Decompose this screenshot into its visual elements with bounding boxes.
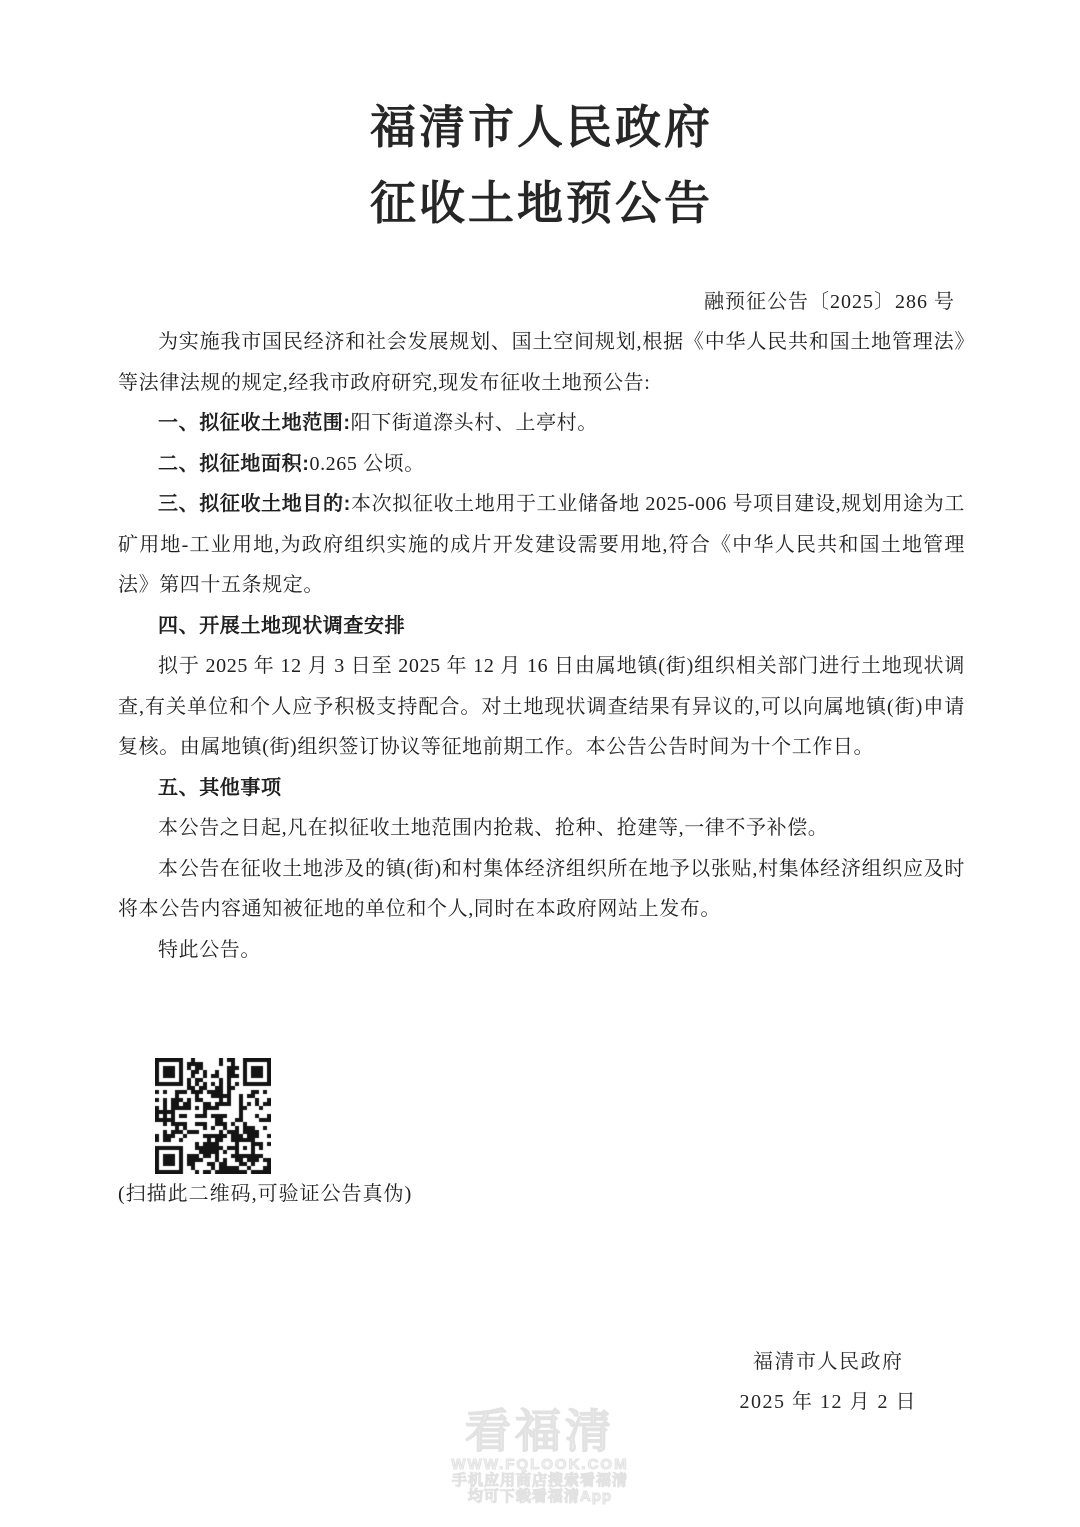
item-purpose-label: 三、拟征收土地目的: [158,493,351,515]
signature-issuer: 福清市人民政府 [753,1351,904,1373]
site-watermark [0,1406,1080,1505]
watermark-url: WWW.FQLOOK.COM [451,1456,629,1473]
section-4-paragraph: 拟于 2025 年 12 月 3 日至 2025 年 12 月 16 日由属地镇(街)组织相关部门进行土地现状调查,有关单位和个人应予积极支持配合。对土地现状调查结果有异议的,可以向属地镇(街)申请复核。由属地镇(街)组织签订协议等征地前期工作。本公告公告时间为十个工作日。 [118,655,965,758]
section-5-heading: 五、其他事项 [158,776,282,799]
intro-paragraph: 为实施我市国民经济和社会发展规划、国土空间规划,根据《中华人民共和国土地管理法》等法律法规的规定,经我市政府研究,现发布征收土地预公告: [118,331,965,394]
document-title [118,90,965,242]
item-scope [118,403,965,444]
item-scope-text: 阳下街道漈头村、上亭村。 [350,412,598,434]
item-scope-label: 一、拟征收土地范围: [158,412,351,434]
closing-statement: 特此公告。 [158,938,261,961]
watermark-line4: 均可下载看福清App [467,1488,613,1505]
qr-code [155,1058,271,1174]
item-area-label: 二、拟征地面积: [158,452,310,475]
item-purpose-text: 本次拟征收土地用于工业储备地 2025-006 号项目建设,规划用途为工矿用地-工业用地,为政府组织实施的成片开发建设需要用地,符合《中华人民共和国土地管理法》第四十五条规定。 [118,493,965,596]
doc-number: 融预征公告〔2025〕286 号 [704,291,955,313]
watermark-line3: 手机应用商店搜索看福清 [451,1472,628,1489]
watermark-brand: 看福清 [465,1405,615,1457]
section-5-paragraph-2: 本公告在征收土地涉及的镇(街)和村集体经济组织所在地予以张贴,村集体经济组织应及时将本公告内容通知被征地的单位和个人,同时在本政府网站上发布。 [118,857,965,920]
item-area-text: 0.265 公顷。 [309,452,425,475]
title-line-1: 福清市人民政府 [370,102,713,153]
qr-caption: (扫描此二维码,可验证公告真伪) [118,1183,413,1205]
title-line-2: 征收土地预公告 [370,178,713,229]
section-5-paragraph-1: 本公告之日起,凡在拟征收土地范围内抢栽、抢种、抢建等,一律不予补偿。 [158,817,829,839]
item-purpose [118,484,965,606]
item-area [118,444,965,485]
section-4-heading: 四、开展土地现状调查安排 [158,614,406,637]
signature-date: 2025 年 12 月 2 日 [739,1391,917,1413]
